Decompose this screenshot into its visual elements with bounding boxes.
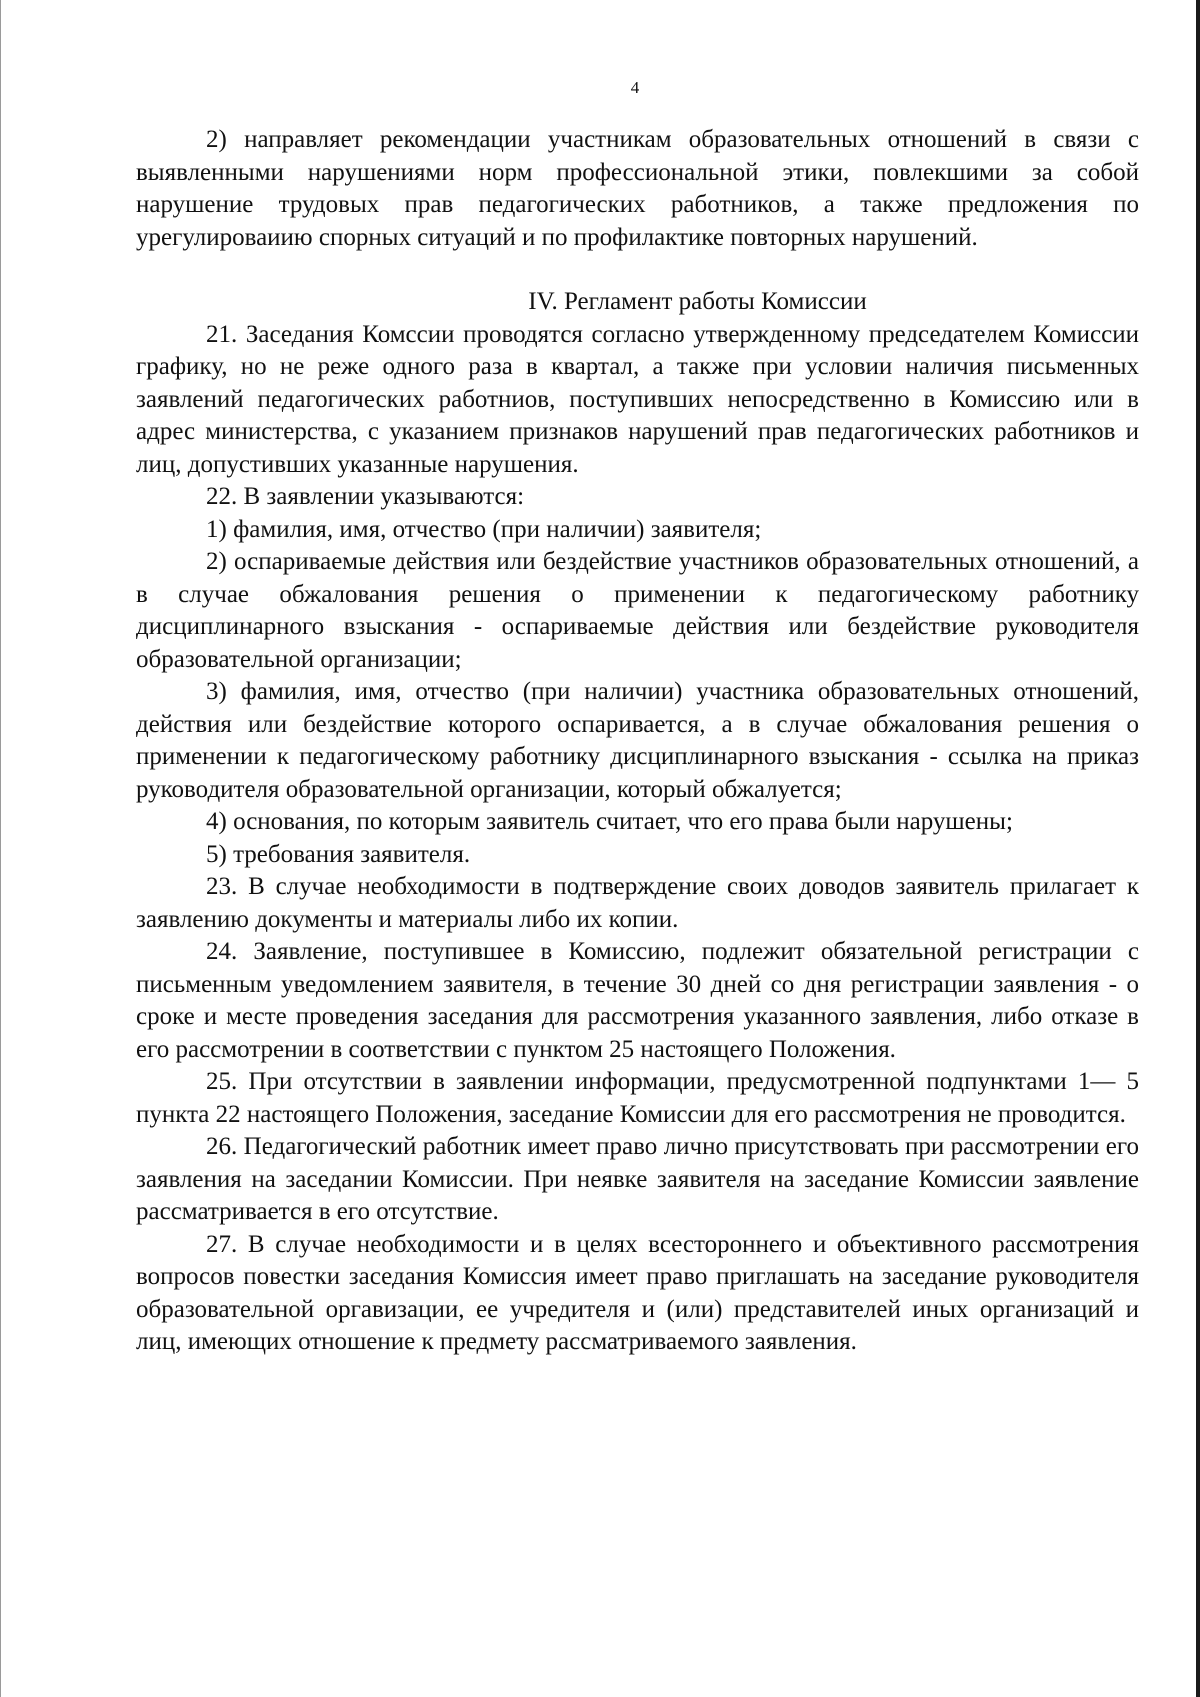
paragraph-24: 24. Заявление, поступившее в Комиссию, подлежит обязательной регистрации с письменным уведомлением заявителя, в течение 30 дней со дня регистрации заявления - о сроке и месте проведения заседания для рассмотрения указанного заявления, либо отказе в его рассмотрении в соответствии с пунктом 25 настоящего Положения. [136, 938, 1139, 1063]
paragraph-25: 25. При отсутствии в заявлении информации, предусмотренной подпунктами 1— 5 пункта 22 настоящего Положения, заседание Комиссии для его рассмотрения не проводится. [136, 1068, 1139, 1128]
paragraph-27: 27. В случае необходимости и в целях всестороннего и объективного рассмотрения вопросов повестки заседания Комиссия имеет право приглашать на заседание руководителя образовательной оргавизации, ее учредителя и (или) представителей иных организаций и лиц, имеющих отношение к предмету рассматриваемого заявления. [136, 1230, 1139, 1355]
paragraph-23: 23. В случае необходимости в подтверждение своих доводов заявитель прилагает к заявлению документы и материалы либо их копии. [136, 873, 1139, 933]
scan-edge-left [0, 0, 1, 1697]
page-number: 4 [630, 78, 640, 97]
paragraph-22-item-1: 1) фамилия, имя, отчество (при наличии) заявителя; [206, 515, 762, 543]
paragraph-22-item-2: 2) оспариваемые действия или бездействие участников образовательных отношений, а в случае обжалования решения о применении к педагогическому работнику дисциплинарного взыскания - оспариваемые действия или бездействие руководителя образовательной организации; [136, 548, 1139, 673]
document-body [136, 124, 1139, 1359]
scan-edge-right [1196, 0, 1200, 1697]
paragraph-21: 21. Заседания Комссии проводятся согласно утвержденному председателем Комиссии графику, но не реже одного раза в квартал, а также при условии наличия письменных заявлений педагогических работниов, поступивших непосредственно в Комиссию или в адрес министерства, с указанием признаков нарушений прав педагогических работников и лиц, допустивших указанные нарушения. [136, 320, 1139, 478]
paragraph-22-item-5: 5) требования заявителя. [206, 840, 471, 868]
paragraph-22-item-3: 3) фамилия, имя, отчество (при наличии) участника образовательных отношений, действия или бездействие которого оспаривается, а в случае обжалования решения о применении к педагогическому работнику дисциплинарного взыскания - ссылка на приказ руководителя образовательной организации, который обжалуется; [136, 678, 1139, 803]
paragraph-22: 22. В заявлении указываются: [206, 483, 525, 510]
section-spacer [136, 254, 1139, 286]
paragraph-22-item-4: 4) основания, по которым заявитель считает, что его права были нарушены; [206, 808, 1013, 835]
paragraph-26: 26. Педагогический работник имеет право лично присутствовать при рассмотрении его заявления на заседании Комиссии. При неявке заявителя на заседание Комиссии заявление рассматривается в его отсутствие. [136, 1133, 1139, 1225]
paragraph-item-2: 2) направляет рекомендации участникам образовательных отношений в связи с выявленными нарушениями норм профессиональной этики, повлекшими за собой нарушение трудовых прав педагогических работников, а также предложения по урегулироваиию спорных ситуаций и по профилактике повторных нарушений. [136, 126, 1139, 251]
section-heading: IV. Регламент работы Комиссии [528, 288, 867, 315]
